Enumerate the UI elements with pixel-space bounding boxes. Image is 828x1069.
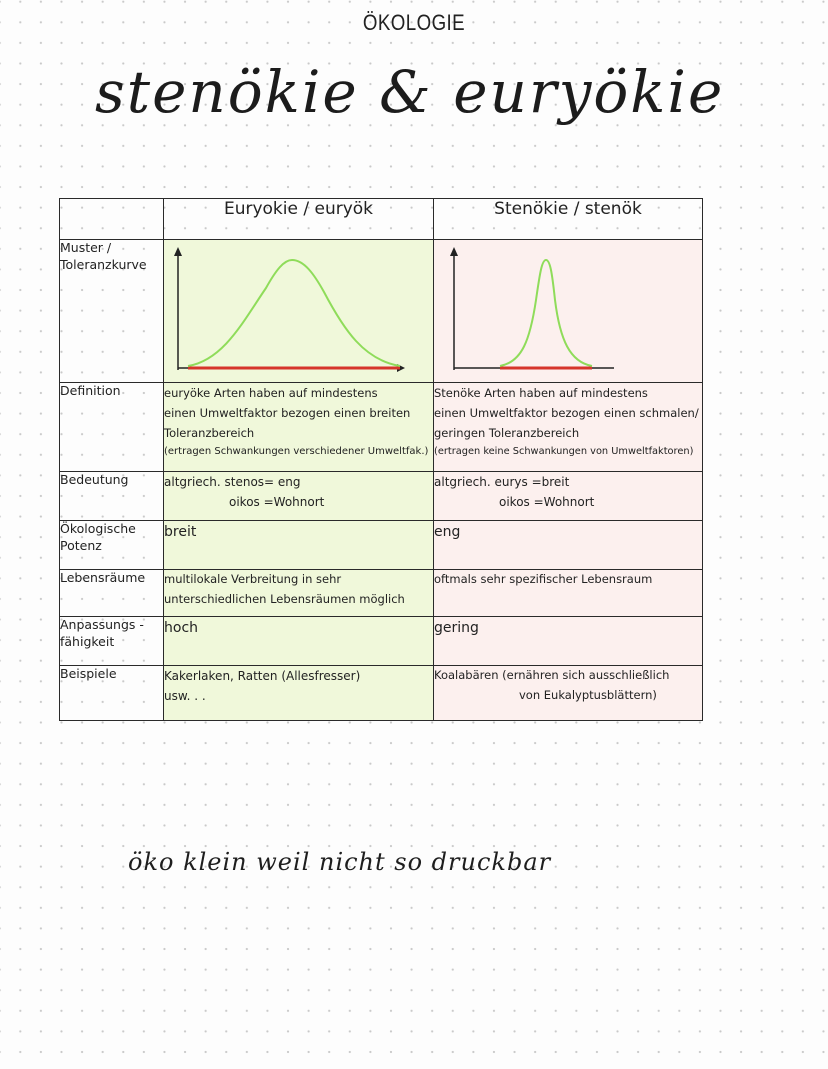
header-empty-cell [60, 199, 164, 240]
label-beispiele: Beispiele [60, 666, 164, 721]
eury-lebensraeume [164, 570, 434, 617]
label-potenz: Ökologische Potenz [60, 521, 164, 570]
header-row [60, 199, 703, 240]
steno-potenz: eng [434, 521, 703, 570]
steno-bedeutung-line: oikos =Wohnort [499, 495, 595, 510]
handwritten-note: öko klein weil nicht so druckbar [128, 848, 552, 876]
row-definition [60, 383, 703, 472]
eury-beispiele [164, 666, 434, 721]
steno-definition-line: einen Umweltfaktor bezogen einen schmalen/ [434, 406, 699, 421]
steno-y-arrow [450, 247, 458, 256]
steno-curve-cell [434, 240, 703, 383]
eury-definition-line: euryöke Arten haben auf mindestens [164, 386, 378, 400]
eury-tolerance-curve [164, 240, 430, 382]
eury-definition [164, 383, 434, 472]
steno-anpassung: gering [434, 617, 703, 666]
eury-bedeutung-line: oikos =Wohnort [229, 495, 325, 510]
eury-bedeutung [164, 472, 434, 521]
steno-definition [434, 383, 703, 472]
steno-definition-line: geringen Toleranzbereich [434, 426, 580, 441]
eury-y-arrow [174, 247, 182, 256]
steno-definition-line: Stenöke Arten haben auf mindestens [434, 386, 648, 400]
eury-curve-cell [164, 240, 434, 383]
steno-beispiele [434, 666, 703, 721]
eury-bell-curve [188, 260, 400, 366]
row-potenz [60, 521, 703, 570]
label-definition: Definition [60, 383, 164, 472]
steno-bell-curve [500, 260, 592, 366]
eury-definition-line: Toleranzbereich [164, 426, 255, 441]
eury-anpassung: hoch [164, 617, 434, 666]
header-euryokie: Euryokie / euryök [164, 199, 434, 240]
row-anpassung [60, 617, 703, 666]
row-beispiele [60, 666, 703, 721]
steno-definition-line: (ertragen keine Schwankungen von Umweltfaktoren) [434, 446, 694, 458]
eury-beispiele-line: usw. . . [164, 689, 206, 704]
steno-tolerance-curve [434, 240, 700, 382]
steno-lebensraeume: oftmals sehr spezifischer Lebensraum [434, 570, 703, 617]
label-bedeutung: Bedeutung [60, 472, 164, 521]
header-stenokie: Stenökie / stenök [434, 199, 703, 240]
page-title: stenökie & euryökie [95, 58, 725, 126]
steno-beispiele-line: Koalabären (ernähren sich ausschließlich [434, 668, 670, 682]
label-lebensraeume: Lebensräume [60, 570, 164, 617]
steno-beispiele-line: von Eukalyptusblättern) [519, 687, 657, 702]
row-muster [60, 240, 703, 383]
eury-bedeutung-line: altgriech. stenos= eng [164, 475, 301, 489]
row-lebensraeume [60, 570, 703, 617]
eury-lebensraeume-line: multilokale Verbreitung in sehr [164, 572, 342, 586]
label-anpassung: Anpassungs - fähigkeit [60, 617, 164, 666]
row-bedeutung [60, 472, 703, 521]
steno-bedeutung-line: altgriech. eurys =breit [434, 475, 570, 489]
label-muster: Muster / Toleranzkurve [60, 240, 164, 383]
eury-definition-line: (ertragen Schwankungen verschiedener Umweltfak.) [164, 446, 429, 458]
eury-lebensraeume-line: unterschiedlichen Lebensräumen möglich [164, 591, 405, 606]
topic-heading: ÖKOLOGIE [362, 10, 466, 35]
eury-beispiele-line: Kakerlaken, Ratten (Allesfresser) [164, 669, 361, 683]
eury-definition-line: einen Umweltfaktor bezogen einen breiten [164, 406, 411, 421]
eury-potenz: breit [164, 521, 434, 570]
comparison-table [59, 198, 703, 721]
steno-bedeutung [434, 472, 703, 521]
